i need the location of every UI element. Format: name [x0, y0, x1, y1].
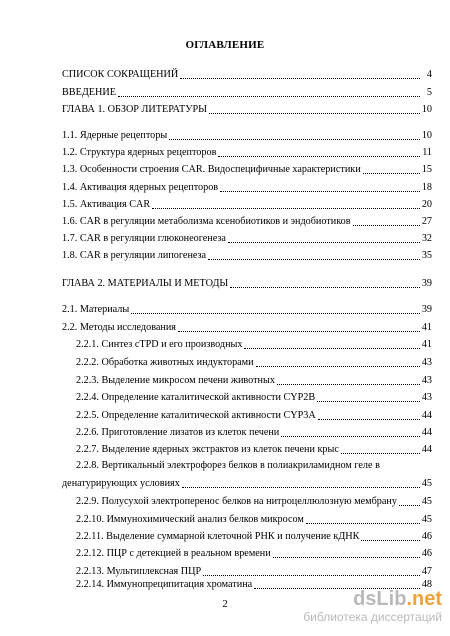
toc-entry-1-8[interactable]: [62, 248, 432, 262]
page-number: 2: [222, 598, 228, 610]
toc-page: 20: [421, 199, 432, 210]
toc-label: 2.2.11. Выделение суммарной клеточной РНК и получение кДНК: [76, 531, 360, 542]
toc-entry-2-2-10[interactable]: [76, 512, 432, 526]
watermark-brand-main: dsLib: [353, 588, 407, 610]
leader-dots: [230, 286, 420, 288]
leader-dots: [277, 383, 420, 385]
toc-label: ГЛАВА 2. МАТЕРИАЛЫ И МЕТОДЫ: [62, 278, 229, 289]
leader-dots: [228, 241, 420, 243]
toc-entry-1-6[interactable]: [62, 214, 432, 228]
toc-page: 43: [421, 392, 432, 403]
toc-label: 1.8. CAR в регуляции липогенеза: [62, 250, 207, 261]
leader-dots: [244, 347, 419, 349]
leader-dots: [281, 435, 420, 437]
toc-label: 1.3. Особенности строения CAR. Видоспецифичные характеристики: [62, 164, 361, 175]
watermark-subtitle: библиотека диссертаций: [303, 610, 442, 624]
toc-entry-2-2-9[interactable]: [76, 494, 432, 508]
toc-label: 2.2.5. Определение каталитической активности CYP3A: [76, 410, 316, 421]
toc-entry-2-2-3[interactable]: [76, 373, 432, 387]
toc-entry-1-3[interactable]: [62, 162, 432, 176]
watermark-logo: [303, 588, 442, 624]
toc-page: 41: [421, 339, 432, 350]
toc-entry-2-2-13[interactable]: [76, 564, 432, 578]
toc-label: денатурирующих условиях: [62, 478, 180, 489]
leader-dots: [118, 95, 420, 97]
toc-page: 45: [421, 514, 432, 525]
page-title: ОГЛАВЛЕНИЕ: [185, 39, 265, 51]
toc-page: 39: [421, 304, 432, 315]
toc-label: 2.2.9. Полусухой электроперенос белков на нитроцеллюлозную мембрану: [76, 496, 397, 507]
toc-label: 1.5. Активация CAR: [62, 199, 151, 210]
leader-dots: [353, 224, 420, 226]
toc-entry-1-4[interactable]: [62, 180, 432, 194]
toc-label: 2.2.3. Выделение микросом печени животных: [76, 375, 275, 386]
toc-page: 39: [421, 278, 432, 289]
toc-page: 44: [421, 427, 432, 438]
toc-entry-2-2-6[interactable]: [76, 425, 432, 439]
toc-page: 43: [421, 357, 432, 368]
toc-page: 10: [421, 130, 432, 141]
toc-label: СПИСОК СОКРАЩЕНИЙ: [62, 69, 179, 80]
toc-entry-2-1[interactable]: [62, 302, 432, 316]
leader-dots: [218, 155, 420, 157]
toc-entry-2-2-1[interactable]: [76, 337, 432, 351]
toc-entry-2-2-2[interactable]: [76, 355, 432, 369]
toc-page: 44: [421, 410, 432, 421]
toc-entry-1-2[interactable]: [62, 145, 432, 159]
leader-dots: [203, 574, 420, 576]
toc-page: 10: [421, 104, 432, 115]
leader-dots: [182, 486, 420, 488]
leader-dots: [208, 258, 420, 260]
toc-entry-2-2-7[interactable]: [76, 442, 432, 456]
toc-page: 5: [426, 87, 432, 98]
toc-page: 4: [426, 69, 432, 80]
toc-entry-abbreviations[interactable]: [62, 67, 432, 81]
toc-entry-2-2[interactable]: [62, 320, 432, 334]
toc-page: 44: [421, 444, 432, 455]
toc-page: 45: [421, 478, 432, 489]
toc-entry-1-7[interactable]: [62, 231, 432, 245]
leader-dots: [317, 400, 420, 402]
toc-label: 2.2. Методы исследования: [62, 322, 176, 333]
toc-page: 46: [421, 548, 432, 559]
toc-entry-2-2-8-line1[interactable]: 2.2.8. Вертикальный электрофорез белков в полиакриламидном геле в: [76, 460, 380, 471]
toc-page: 35: [421, 250, 432, 261]
leader-dots: [131, 312, 420, 314]
toc-label: ВВЕДЕНИЕ: [62, 87, 116, 98]
toc-page: 45: [421, 496, 432, 507]
toc-label: 2.2.1. Синтез сTPD и его производных: [76, 339, 243, 350]
toc-label: 1.2. Структура ядерных рецепторов: [62, 147, 217, 158]
toc-label: 1.1. Ядерные рецепторы: [62, 130, 168, 141]
toc-page: 27: [421, 216, 432, 227]
toc-page: 41: [421, 322, 432, 333]
toc-label: 2.2.14. Иммунопреципитация хроматина: [76, 579, 253, 590]
watermark-brand-tld: .net: [406, 588, 442, 610]
toc-entry-2-2-5[interactable]: [76, 408, 432, 422]
toc-page: 32: [421, 233, 432, 244]
leader-dots: [306, 522, 420, 524]
leader-dots: [399, 504, 420, 506]
toc-label: 1.6. CAR в регуляции метаболизма ксенобиотиков и эндобиотиков: [62, 216, 351, 227]
toc-label: 2.2.13. Мультиплексная ПЦР: [76, 566, 202, 577]
toc-entry-2-2-8[interactable]: [62, 476, 432, 490]
toc-page: 48: [421, 579, 432, 590]
toc-page: 43: [421, 375, 432, 386]
toc-label: 2.2.6. Приготовление лизатов из клеток печени: [76, 427, 280, 438]
toc-label: 1.7. CAR в регуляции глюконеогенеза: [62, 233, 226, 244]
leader-dots: [341, 452, 420, 454]
toc-label: 2.1. Материалы: [62, 304, 130, 315]
toc-entry-1-5[interactable]: [62, 197, 432, 211]
leader-dots: [209, 112, 420, 114]
toc-entry-introduction[interactable]: [62, 85, 432, 99]
toc-label: 2.2.7. Выделение ядерных экстрактов из клеток печени крыс: [76, 444, 339, 455]
toc-entry-2-2-4[interactable]: [76, 390, 432, 404]
toc-page: 15: [421, 164, 432, 175]
leader-dots: [273, 556, 420, 558]
leader-dots: [363, 172, 420, 174]
toc-label: 2.2.2. Обработка животных индукторами: [76, 357, 254, 368]
toc-entry-2-2-11[interactable]: [76, 529, 432, 543]
leader-dots: [318, 418, 420, 420]
toc-entry-1-1[interactable]: [62, 128, 432, 142]
toc-page: 18: [421, 182, 432, 193]
toc-label: ГЛАВА 1. ОБЗОР ЛИТЕРАТУРЫ: [62, 104, 208, 115]
toc-page: 11: [422, 147, 432, 158]
toc-label: 2.2.10. Иммунохимический анализ белков микросом: [76, 514, 304, 525]
toc-entry-chapter-2[interactable]: [62, 276, 432, 290]
leader-dots: [180, 77, 420, 79]
leader-dots: [152, 207, 420, 209]
leader-dots: [169, 138, 420, 140]
toc-entry-2-2-12[interactable]: [76, 546, 432, 560]
leader-dots: [220, 190, 420, 192]
toc-label: 2.2.12. ПЦР с детекцией в реальном времени: [76, 548, 271, 559]
leader-dots: [256, 365, 420, 367]
toc-page: 47: [421, 566, 432, 577]
toc-entry-chapter-1[interactable]: [62, 102, 432, 116]
watermark-brand: [303, 588, 442, 610]
toc-page: 46: [421, 531, 432, 542]
leader-dots: [178, 330, 420, 332]
leader-dots: [361, 539, 419, 541]
toc-label: 1.4. Активация ядерных рецепторов: [62, 182, 219, 193]
toc-label: 2.2.4. Определение каталитической активности CYP2B: [76, 392, 316, 403]
